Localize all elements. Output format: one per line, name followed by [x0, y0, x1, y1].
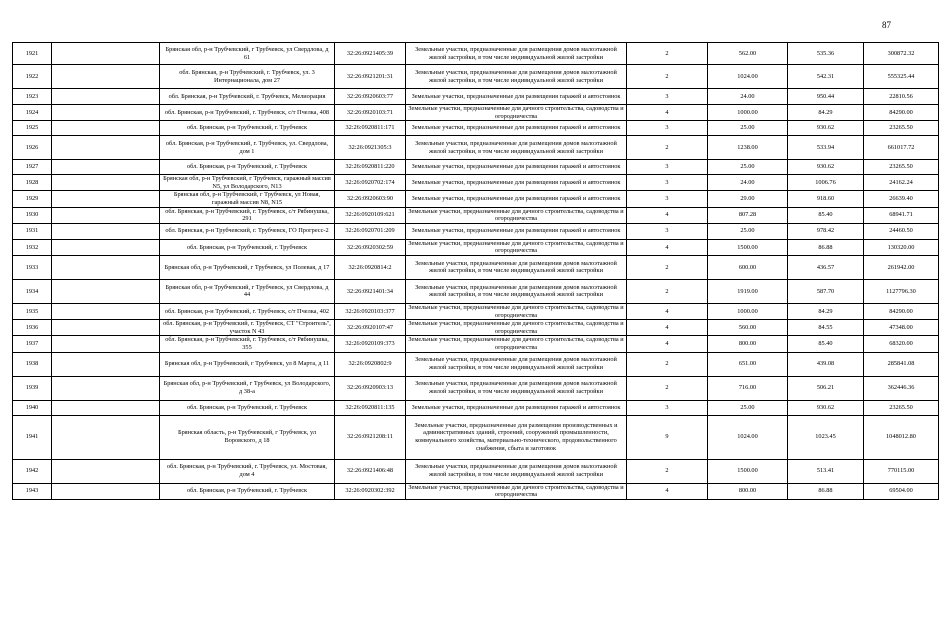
table-row	[13, 336, 939, 352]
cadastral-number-cell: 32:26:0921401:34	[335, 279, 406, 303]
cadastral-value-cell: 661017.72	[864, 136, 939, 160]
empty-cell	[52, 43, 160, 65]
area-cell: 1000.00	[708, 105, 788, 121]
use-group-cell: 2	[627, 65, 708, 89]
specific-value-cell: 513.41	[788, 459, 864, 483]
area-cell: 1024.00	[708, 415, 788, 459]
table-row	[13, 175, 939, 191]
table-row	[13, 376, 939, 400]
table-row	[13, 483, 939, 499]
area-cell: 25.00	[708, 121, 788, 136]
empty-cell	[52, 376, 160, 400]
cadastral-number-cell: 32:26:0920814:2	[335, 255, 406, 279]
land-use-cell: Земельные участки, предназначенные для размещения производственных и административных зданий, строений, сооружений промышленности, коммунального хозяйства, материально-технического, продовольственного снабжения, сбыта и заготовок	[406, 415, 627, 459]
land-use-cell: Земельные участки, предназначенные для размещения гаражей и автостоянок	[406, 160, 627, 175]
cadastral-number-cell: 32:26:0921405:39	[335, 43, 406, 65]
specific-value-cell: 587.70	[788, 279, 864, 303]
address-cell: обл. Брянская, р-н Трубчевский, г. Трубчевск, с/т Пчелка, 402	[160, 303, 335, 319]
table-row	[13, 43, 939, 65]
use-group-cell: 3	[627, 191, 708, 207]
land-use-cell: Земельные участки, предназначенные для дачного строительства, садоводства и огородничества	[406, 483, 627, 499]
use-group-cell: 3	[627, 160, 708, 175]
specific-value-cell: 86.88	[788, 239, 864, 255]
row-number-cell: 1937	[13, 336, 52, 352]
land-use-cell: Земельные участки, предназначенные для размещения гаражей и автостоянок	[406, 400, 627, 415]
empty-cell	[52, 279, 160, 303]
specific-value-cell: 918.60	[788, 191, 864, 207]
use-group-cell: 4	[627, 320, 708, 336]
cadastral-number-cell: 32:26:0920811:220	[335, 160, 406, 175]
row-number-cell: 1943	[13, 483, 52, 499]
specific-value-cell: 950.44	[788, 89, 864, 105]
specific-value-cell: 436.57	[788, 255, 864, 279]
cadastral-number-cell: 32:26:0920802:9	[335, 352, 406, 376]
cadastral-value-cell: 362446.36	[864, 376, 939, 400]
cadastral-number-cell: 32:26:0920903:13	[335, 376, 406, 400]
land-use-cell: Земельные участки, предназначенные для дачного строительства, садоводства и огородничества	[406, 303, 627, 319]
empty-cell	[52, 459, 160, 483]
row-number-cell: 1936	[13, 320, 52, 336]
specific-value-cell: 85.40	[788, 336, 864, 352]
land-use-cell: Земельные участки, предназначенные для размещения домов малоэтажной жилой застройки, в том числе индивидуальной жилой застройки	[406, 376, 627, 400]
register-body	[13, 43, 939, 500]
cadastral-number-cell: 32:26:0920103:377	[335, 303, 406, 319]
area-cell: 1500.00	[708, 459, 788, 483]
area-cell: 800.00	[708, 336, 788, 352]
land-register-table	[12, 42, 939, 500]
use-group-cell: 4	[627, 303, 708, 319]
area-cell: 1500.00	[708, 239, 788, 255]
empty-cell	[52, 175, 160, 191]
cadastral-number-cell: 32:26:0920811:135	[335, 400, 406, 415]
land-use-cell: Земельные участки, предназначенные для дачного строительства, садоводства и огородничества	[406, 207, 627, 223]
address-cell: Брянская обл, р-н Трубчевский, г Трубчевск, ул Новая, гаражный массив N8, N15	[160, 191, 335, 207]
address-cell: обл. Брянская, р-н Трубчевский, г. Трубчевск, с/т Рябинушка, 291	[160, 207, 335, 223]
area-cell: 1919.00	[708, 279, 788, 303]
cadastral-number-cell: 32:26:0921201:31	[335, 65, 406, 89]
row-number-cell: 1933	[13, 255, 52, 279]
specific-value-cell: 439.08	[788, 352, 864, 376]
use-group-cell: 3	[627, 223, 708, 239]
area-cell: 1238.00	[708, 136, 788, 160]
cadastral-value-cell: 23265.50	[864, 160, 939, 175]
cadastral-value-cell: 69504.00	[864, 483, 939, 499]
empty-cell	[52, 336, 160, 352]
cadastral-number-cell: 32:26:0921406:48	[335, 459, 406, 483]
use-group-cell: 2	[627, 279, 708, 303]
address-cell: обл. Брянская, р-н Трубчевский, г. Трубчевск	[160, 400, 335, 415]
use-group-cell: 4	[627, 105, 708, 121]
cadastral-number-cell: 32:26:0920109:621	[335, 207, 406, 223]
cadastral-number-cell: 32:26:0920603:77	[335, 89, 406, 105]
page-number: 87	[882, 20, 891, 30]
address-cell: обл. Брянская, р-н Трубчевский, г. Трубчевск	[160, 121, 335, 136]
land-use-cell: Земельные участки, предназначенные для размещения домов малоэтажной жилой застройки, в том числе индивидуальной жилой застройки	[406, 65, 627, 89]
row-number-cell: 1931	[13, 223, 52, 239]
empty-cell	[52, 136, 160, 160]
cadastral-value-cell: 26639.40	[864, 191, 939, 207]
address-cell: обл. Брянская, р-н Трубчевский, г. Трубчевск, СТ "Строитель", участок N 43	[160, 320, 335, 336]
cadastral-value-cell: 285841.08	[864, 352, 939, 376]
area-cell: 716.00	[708, 376, 788, 400]
empty-cell	[52, 239, 160, 255]
cadastral-value-cell: 1127796.30	[864, 279, 939, 303]
table-row	[13, 65, 939, 89]
specific-value-cell: 506.21	[788, 376, 864, 400]
use-group-cell: 3	[627, 400, 708, 415]
area-cell: 562.00	[708, 43, 788, 65]
cadastral-number-cell: 32:26:0920103:71	[335, 105, 406, 121]
cadastral-number-cell: 32:26:0920302:392	[335, 483, 406, 499]
empty-cell	[52, 415, 160, 459]
table-row	[13, 105, 939, 121]
cadastral-number-cell: 32:26:0921208:11	[335, 415, 406, 459]
land-use-cell: Земельные участки, предназначенные для размещения домов малоэтажной жилой застройки, в том числе индивидуальной жилой застройки	[406, 279, 627, 303]
address-cell: обл. Брянская, р-н Трубчевский, г. Трубчевск, ул. Мостовая, дом 4	[160, 459, 335, 483]
land-use-cell: Земельные участки, предназначенные для дачного строительства, садоводства и огородничества	[406, 336, 627, 352]
use-group-cell: 3	[627, 89, 708, 105]
area-cell: 25.00	[708, 160, 788, 175]
address-cell: Брянская обл, р-н Трубчевский, г Трубчевск, ул 8 Марта, д 11	[160, 352, 335, 376]
cadastral-number-cell: 32:26:0920701:209	[335, 223, 406, 239]
address-cell: обл. Брянская, р-н Трубчевский, г. Трубчевск, ул. 3 Интернационала, дом 27	[160, 65, 335, 89]
table-row	[13, 121, 939, 136]
address-cell: Брянская обл, р-н Трубчевский, г Трубчевск, ул Свердлова, д 44	[160, 279, 335, 303]
empty-cell	[52, 320, 160, 336]
land-use-cell: Земельные участки, предназначенные для дачного строительства, садоводства и огородничества	[406, 105, 627, 121]
empty-cell	[52, 89, 160, 105]
specific-value-cell: 542.31	[788, 65, 864, 89]
cadastral-value-cell: 770115.00	[864, 459, 939, 483]
empty-cell	[52, 255, 160, 279]
land-use-cell: Земельные участки, предназначенные для размещения гаражей и автостоянок	[406, 121, 627, 136]
cadastral-value-cell: 23265.50	[864, 400, 939, 415]
address-cell: Брянская обл, р-н Трубчевский, г Трубчевск, гаражный массив N5, ул Володарского, N13	[160, 175, 335, 191]
land-use-cell: Земельные участки, предназначенные для размещения домов малоэтажной жилой застройки, в том числе индивидуальной жилой застройки	[406, 136, 627, 160]
area-cell: 1000.00	[708, 303, 788, 319]
cadastral-number-cell: 32:26:0921305:3	[335, 136, 406, 160]
cadastral-value-cell: 23265.50	[864, 121, 939, 136]
use-group-cell: 2	[627, 376, 708, 400]
row-number-cell: 1932	[13, 239, 52, 255]
use-group-cell: 4	[627, 336, 708, 352]
address-cell: Брянская область, р-н Трубчевский, г Трубчевск, ул Воровского, д 18	[160, 415, 335, 459]
area-cell: 29.00	[708, 191, 788, 207]
table-row	[13, 459, 939, 483]
row-number-cell: 1925	[13, 121, 52, 136]
cadastral-number-cell: 32:26:0920302:59	[335, 239, 406, 255]
table-row	[13, 415, 939, 459]
row-number-cell: 1922	[13, 65, 52, 89]
cadastral-value-cell: 84290.00	[864, 303, 939, 319]
cadastral-value-cell: 84290.00	[864, 105, 939, 121]
address-cell: обл. Брянская, р-н Трубчевский, г. Трубчевск	[160, 239, 335, 255]
address-cell: обл. Брянская, р-н Трубчевский, г. Трубчевск, ГО Прогресс-2	[160, 223, 335, 239]
area-cell: 25.00	[708, 223, 788, 239]
row-number-cell: 1938	[13, 352, 52, 376]
area-cell: 24.00	[708, 175, 788, 191]
area-cell: 600.00	[708, 255, 788, 279]
use-group-cell: 2	[627, 43, 708, 65]
empty-cell	[52, 352, 160, 376]
cadastral-value-cell: 47348.00	[864, 320, 939, 336]
table-row	[13, 191, 939, 207]
land-use-cell: Земельные участки, предназначенные для размещения гаражей и автостоянок	[406, 175, 627, 191]
empty-cell	[52, 483, 160, 499]
cadastral-value-cell: 22810.56	[864, 89, 939, 105]
area-cell: 800.00	[708, 483, 788, 499]
use-group-cell: 2	[627, 255, 708, 279]
land-use-cell: Земельные участки, предназначенные для размещения домов малоэтажной жилой застройки, в том числе индивидуальной жилой застройки	[406, 459, 627, 483]
use-group-cell: 4	[627, 207, 708, 223]
land-use-cell: Земельные участки, предназначенные для размещения гаражей и автостоянок	[406, 223, 627, 239]
cadastral-value-cell: 68941.71	[864, 207, 939, 223]
empty-cell	[52, 207, 160, 223]
cadastral-value-cell: 555325.44	[864, 65, 939, 89]
empty-cell	[52, 223, 160, 239]
specific-value-cell: 84.29	[788, 303, 864, 319]
specific-value-cell: 535.36	[788, 43, 864, 65]
specific-value-cell: 86.88	[788, 483, 864, 499]
empty-cell	[52, 65, 160, 89]
table-row	[13, 160, 939, 175]
area-cell: 25.00	[708, 400, 788, 415]
row-number-cell: 1935	[13, 303, 52, 319]
specific-value-cell: 930.62	[788, 121, 864, 136]
use-group-cell: 4	[627, 239, 708, 255]
empty-cell	[52, 121, 160, 136]
row-number-cell: 1927	[13, 160, 52, 175]
address-cell: обл. Брянская, р-н Трубчевский, г. Трубчевск	[160, 160, 335, 175]
row-number-cell: 1939	[13, 376, 52, 400]
use-group-cell: 4	[627, 483, 708, 499]
land-use-cell: Земельные участки, предназначенные для дачного строительства, садоводства и огородничества	[406, 320, 627, 336]
table-row	[13, 136, 939, 160]
land-use-cell: Земельные участки, предназначенные для размещения гаражей и автостоянок	[406, 191, 627, 207]
specific-value-cell: 84.55	[788, 320, 864, 336]
area-cell: 651.00	[708, 352, 788, 376]
land-use-cell: Земельные участки, предназначенные для размещения домов малоэтажной жилой застройки, в том числе индивидуальной жилой застройки	[406, 352, 627, 376]
address-cell: обл. Брянская, р-н Трубчевский, г. Трубчевск, с/т Пчелка, 408	[160, 105, 335, 121]
row-number-cell: 1921	[13, 43, 52, 65]
empty-cell	[52, 400, 160, 415]
address-cell: обл. Брянская, р-н Трубчевский, г. Трубчевск	[160, 483, 335, 499]
area-cell: 807.28	[708, 207, 788, 223]
area-cell: 24.00	[708, 89, 788, 105]
cadastral-value-cell: 261942.00	[864, 255, 939, 279]
row-number-cell: 1940	[13, 400, 52, 415]
empty-cell	[52, 191, 160, 207]
use-group-cell: 3	[627, 175, 708, 191]
empty-cell	[52, 303, 160, 319]
row-number-cell: 1928	[13, 175, 52, 191]
cadastral-value-cell: 24460.50	[864, 223, 939, 239]
table-row	[13, 303, 939, 319]
use-group-cell: 9	[627, 415, 708, 459]
cadastral-value-cell: 130320.00	[864, 239, 939, 255]
specific-value-cell: 1023.45	[788, 415, 864, 459]
cadastral-number-cell: 32:26:0920109:373	[335, 336, 406, 352]
table-row	[13, 279, 939, 303]
row-number-cell: 1941	[13, 415, 52, 459]
row-number-cell: 1929	[13, 191, 52, 207]
cadastral-value-cell: 1048012.80	[864, 415, 939, 459]
table-row	[13, 239, 939, 255]
area-cell: 560.00	[708, 320, 788, 336]
row-number-cell: 1923	[13, 89, 52, 105]
row-number-cell: 1924	[13, 105, 52, 121]
address-cell: Брянская обл, р-н Трубчевский, г Трубчевск, ул Полевая, д 17	[160, 255, 335, 279]
specific-value-cell: 978.42	[788, 223, 864, 239]
cadastral-number-cell: 32:26:0920811:171	[335, 121, 406, 136]
address-cell: Брянская обл, р-н Трубчевский, г Трубчевск, ул Свердлова, д 61	[160, 43, 335, 65]
cadastral-value-cell: 300872.32	[864, 43, 939, 65]
land-use-cell: Земельные участки, предназначенные для размещения домов малоэтажной жилой застройки, в том числе индивидуальной жилой застройки	[406, 43, 627, 65]
specific-value-cell: 1006.76	[788, 175, 864, 191]
cadastral-value-cell: 68320.00	[864, 336, 939, 352]
empty-cell	[52, 160, 160, 175]
specific-value-cell: 533.94	[788, 136, 864, 160]
address-cell: Брянская обл, р-н Трубчевский, г Трубчевск, ул Володарского, д 38-а	[160, 376, 335, 400]
specific-value-cell: 930.62	[788, 160, 864, 175]
specific-value-cell: 930.62	[788, 400, 864, 415]
cadastral-number-cell: 32:26:0920702:174	[335, 175, 406, 191]
table-row	[13, 352, 939, 376]
area-cell: 1024.00	[708, 65, 788, 89]
cadastral-number-cell: 32:26:0920603:90	[335, 191, 406, 207]
use-group-cell: 2	[627, 459, 708, 483]
specific-value-cell: 84.29	[788, 105, 864, 121]
land-use-cell: Земельные участки, предназначенные для размещения домов малоэтажной жилой застройки, в том числе индивидуальной жилой застройки	[406, 255, 627, 279]
cadastral-number-cell: 32:26:0920107:47	[335, 320, 406, 336]
row-number-cell: 1926	[13, 136, 52, 160]
specific-value-cell: 85.40	[788, 207, 864, 223]
use-group-cell: 3	[627, 121, 708, 136]
table-row	[13, 223, 939, 239]
row-number-cell: 1942	[13, 459, 52, 483]
row-number-cell: 1930	[13, 207, 52, 223]
cadastral-value-cell: 24162.24	[864, 175, 939, 191]
table-row	[13, 89, 939, 105]
use-group-cell: 2	[627, 136, 708, 160]
use-group-cell: 2	[627, 352, 708, 376]
land-use-cell: Земельные участки, предназначенные для дачного строительства, садоводства и огородничества	[406, 239, 627, 255]
address-cell: обл. Брянская, р-н Трубчевский, г. Трубчевск, с/т Рябинушка, 355	[160, 336, 335, 352]
table-row	[13, 320, 939, 336]
land-use-cell: Земельные участки, предназначенные для размещения гаражей и автостоянок	[406, 89, 627, 105]
table-row	[13, 207, 939, 223]
address-cell: обл. Брянская, р-н Трубчевский, г. Трубчевск, Мелиорация	[160, 89, 335, 105]
address-cell: обл. Брянская, р-н Трубчевский, г. Трубчевск, ул. Свердлова, дом 1	[160, 136, 335, 160]
row-number-cell: 1934	[13, 279, 52, 303]
table-row	[13, 255, 939, 279]
empty-cell	[52, 105, 160, 121]
table-row	[13, 400, 939, 415]
